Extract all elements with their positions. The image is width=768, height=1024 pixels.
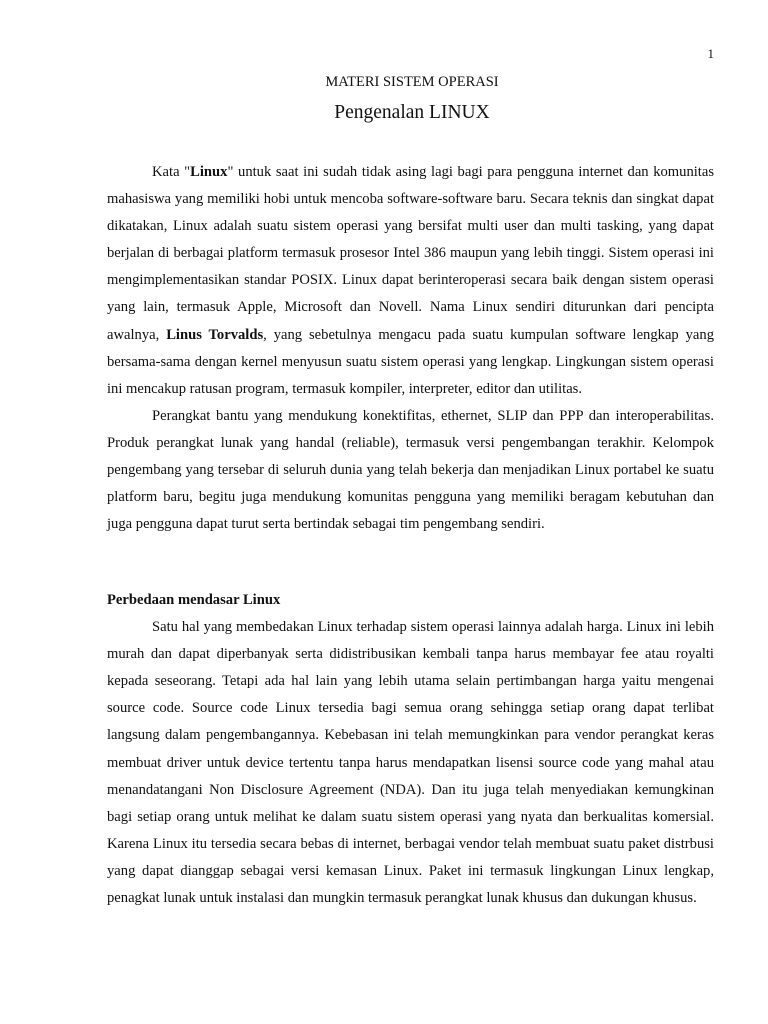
linus-torvalds-name: Linus Torvalds [166, 326, 264, 343]
page-number: 1 [707, 46, 714, 61]
differences-paragraph: Satu hal yang membedakan Linux terhadap sistem operasi lainnya adalah harga. Linux ini lebih murah dan dapat diperbanyak serta didistribusikan kembali tanpa harus membayar fee atau royalti kepada seseorang. Tetapi ada hal lain yang lebih utama selain pertimbangan harga yaitu mengenai source code. Source code Linux tersedia bagi semua orang sehingga setiap orang dapat terlibat langsung dalam pengembangannya. Kebebasan ini telah memungkinkan para vendor perangkat keras membuat driver untuk device tertentu tanpa harus mendapatkan lisensi source code yang mahal atau menandatangani Non Disclosure Agreement (NDA). Dan itu juga telah menyediakan kemungkinan bagi setiap orang untuk melihat ke dalam suatu sistem operasi yang nyata dan berkualitas komersial. Karena Linux itu tersedia secara bebas di internet, berbagai vendor telah membuat suatu paket distrbusi yang dapat dianggap sebagai versi kemasan Linux. Paket ini termasuk lingkungan Linux lengkap, penagkat lunak untuk instalasi dan mungkin termasuk perangkat lunak khusus dan dukungan khusus. [107, 619, 714, 907]
intro-text-start: Kata " [152, 164, 191, 180]
document-header [0, 73, 768, 125]
section-heading: Perbedaan mendasar Linux [107, 592, 281, 608]
intro-text-middle: " untuk saat ini sudah tidak asing lagi bagi para pengguna internet dan komunitas mahasiswa yang memiliki hobi untuk mencoba software-software baru. Secara teknis dan singkat dapat dikatakan, Linux adalah suatu sistem operasi yang bersifat multi user dan multi tasking, yang dapat berjalan di berbagai platform termasuk prosesor Intel 386 maupun yang lebih tinggi. Sistem operasi ini mengimplementasikan standar POSIX. Linux dapat berinteroperasi secara baik dengan sistem operasi yang lain, termasuk Apple, Microsoft dan Novell. Nama Linux sendiri diturunkan dari pencipta awalnya, [107, 164, 715, 343]
intro-paragraph-1 [107, 159, 714, 403]
intro-section [107, 159, 714, 538]
subject-heading: MATERI SISTEM OPERASI [325, 74, 499, 90]
differences-section [107, 587, 714, 912]
page-title: Pengenalan LINUX [334, 102, 490, 123]
intro-paragraph-2: Perangkat bantu yang mendukung konektifitas, ethernet, SLIP dan PPP dan interoperabilitas. Produk perangkat lunak yang handal (reliable), termasuk versi pengembangan terakhir. Kelompok pengembang yang tersebar di seluruh dunia yang telah bekerja dan menjadikan Linux portabel ke suatu platform baru, begitu juga mendukung komunitas pengguna yang memiliki beragam kebutuhan dan juga pengguna dapat turut serta bertindak sebagai tim pengembang sendiri. [107, 407, 714, 533]
intro-text-end: , yang sebetulnya mengacu pada suatu kumpulan software lengkap yang bersama-sama dengan kernel menyusun suatu sistem operasi yang lengkap. Lingkungan sistem operasi ini mencakup ratusan program, termasuk kompiler, interpreter, editor dan utilitas. [107, 326, 714, 397]
linux-term: Linux [190, 164, 228, 180]
